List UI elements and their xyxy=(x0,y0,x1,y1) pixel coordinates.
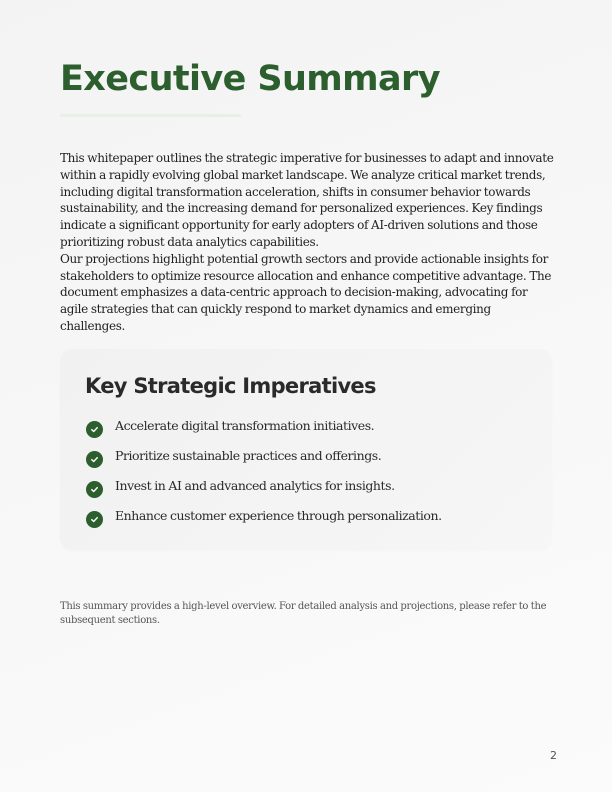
summary-body xyxy=(60,150,555,335)
list-item-text: Accelerate digital transformation initiatives. xyxy=(115,418,375,433)
card-title: Key Strategic Imperatives xyxy=(85,374,376,398)
summary-paragraph-2: Our projections highlight potential growth sectors and provide actionable insights for stakeholders to optimize resource allocation and enhance competitive advantage. The document emphasizes a data-centric approach to decision-making, advocating for agile strategies that can quickly respond to market dynamics and emerging challenges. xyxy=(60,251,552,333)
check-circle-icon xyxy=(86,511,103,528)
list-item-text: Enhance customer experience through personalization. xyxy=(115,508,442,523)
check-circle-icon xyxy=(86,421,103,438)
list-item-text: Prioritize sustainable practices and offerings. xyxy=(115,448,382,463)
page-number: 2 xyxy=(550,749,557,762)
check-circle-icon xyxy=(86,481,103,498)
list-item-text: Invest in AI and advanced analytics for insights. xyxy=(115,478,395,493)
key-imperatives-card xyxy=(60,349,552,550)
check-circle-icon xyxy=(86,451,103,468)
page-title: Executive Summary xyxy=(60,59,440,99)
title-underline-divider xyxy=(60,114,241,117)
footnote: This summary provides a high-level overview. For detailed analysis and projections, please refer to the subsequent sections. xyxy=(60,601,547,626)
summary-paragraph-1: This whitepaper outlines the strategic imperative for businesses to adapt and innovate within a rapidly evolving global market landscape. We analyze critical market trends, including digital transformation acceleration, shifts in consumer behavior towards sustainability, and the increasing demand for personalized experiences. Key findings indicate a significant opportunity for early adopters of AI-driven solutions and those prioritizing robust data analytics capabilities. xyxy=(60,151,554,249)
